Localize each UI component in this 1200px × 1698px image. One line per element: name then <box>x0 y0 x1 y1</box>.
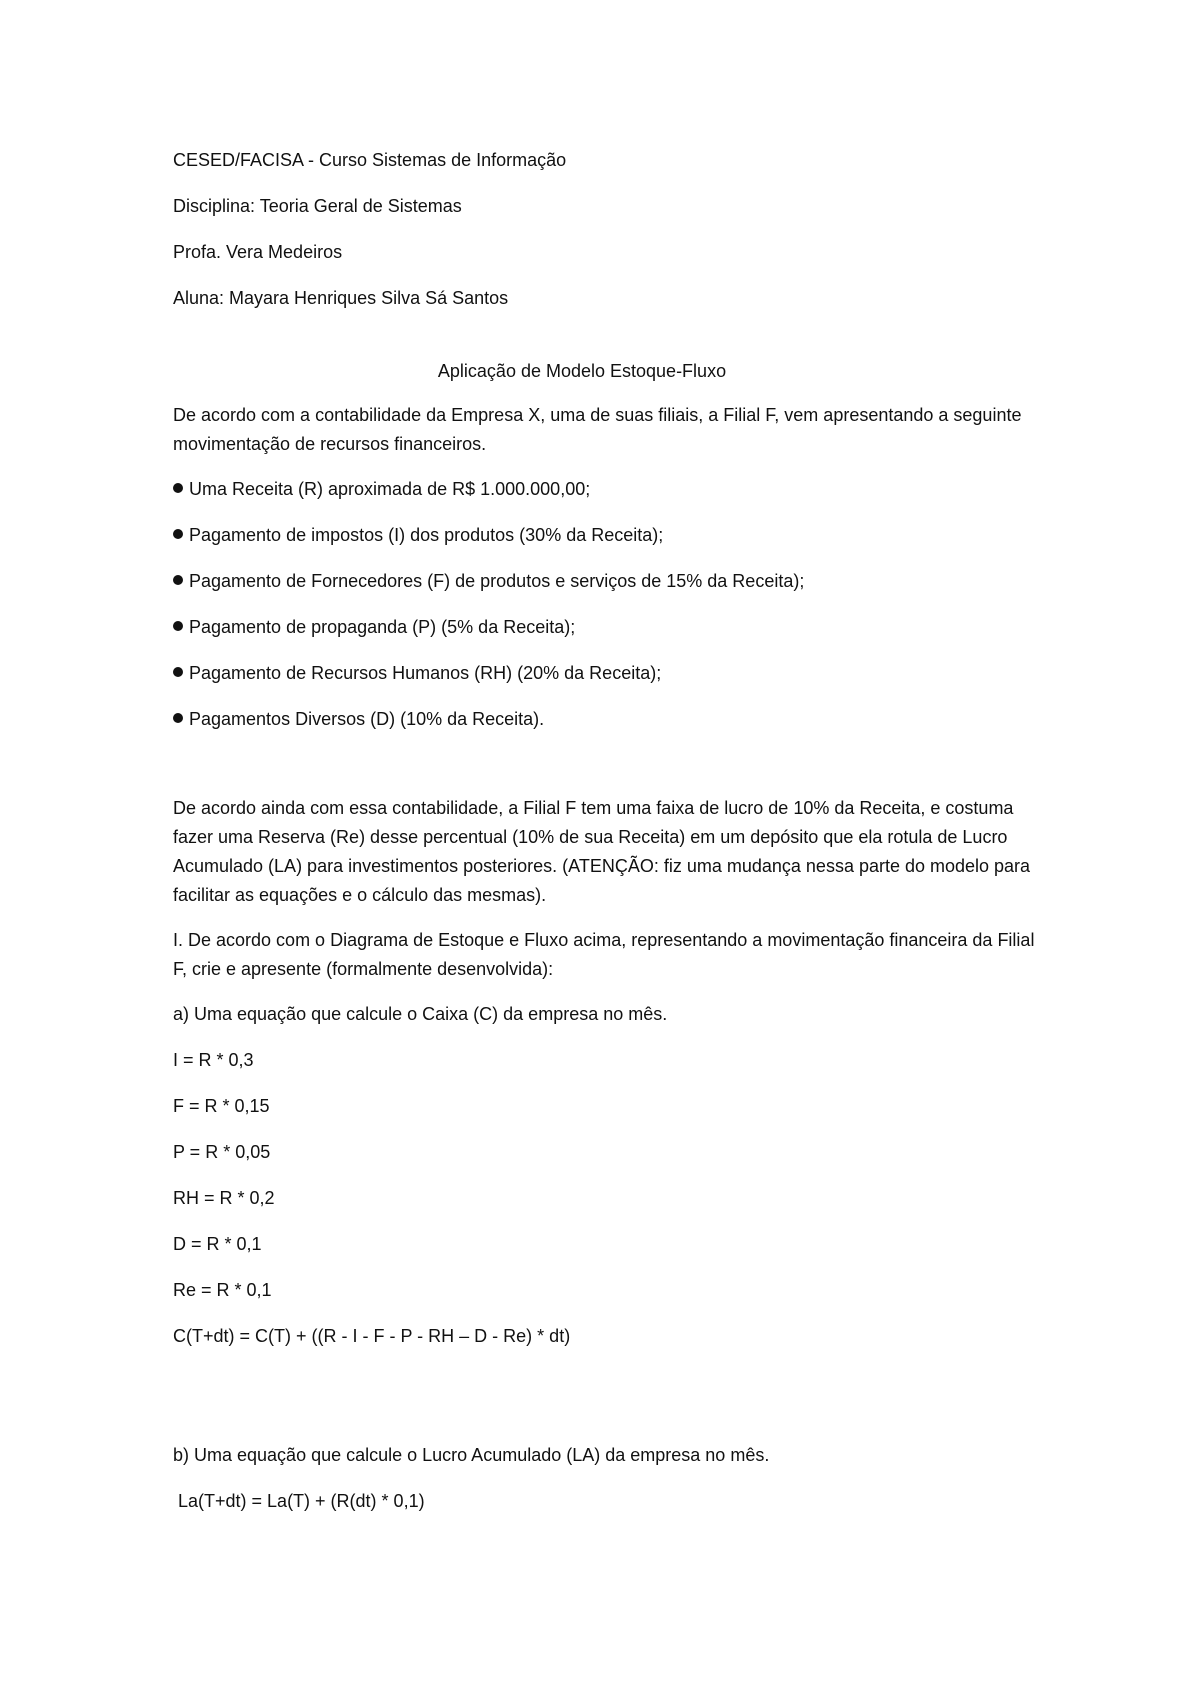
profit-paragraph: De acordo ainda com essa contabilidade, a Filial F tem uma faixa de lucro de 10% da Receita, e costuma fazer uma Reserva (Re) desse percentual (10% de sua Receita) em um depósito que ela rotula de Lucro Acumulado (LA) para investimentos posteriores. (ATENÇÃO: fiz uma mudança nessa parte do modelo para facilitar as equações e o cálculo das mesmas). <box>173 798 1031 905</box>
discipline-line: Disciplina: Teoria Geral de Sistemas <box>173 196 462 216</box>
intro-paragraph: De acordo com a contabilidade da Empresa X, uma de suas filiais, a Filial F, vem apresentando a seguinte movimentação de recursos financeiros. <box>173 405 1022 454</box>
student-line: Aluna: Mayara Henriques Silva Sá Santos <box>173 288 509 308</box>
bullet-icon <box>173 575 183 585</box>
equation-line: Re = R * 0,1 <box>173 1280 272 1300</box>
document-title: Aplicação de Modelo Estoque-Fluxo <box>437 361 727 381</box>
bullet-text: Uma Receita (R) aproximada de R$ 1.000.000,00; <box>189 479 591 499</box>
item-a-label: a) Uma equação que calcule o Caixa (C) da empresa no mês. <box>173 1004 668 1024</box>
spacer <box>173 313 1053 357</box>
bullet-text: Pagamentos Diversos (D) (10% da Receita). <box>189 709 545 729</box>
item-b-label: b) Uma equação que calcule o Lucro Acumulado (LA) da empresa no mês. <box>173 1445 770 1465</box>
spacer <box>173 1368 1053 1441</box>
equation-line: RH = R * 0,2 <box>173 1188 275 1208</box>
profit-equation: La(T+dt) = La(T) + (R(dt) * 0,1) <box>178 1491 425 1511</box>
bullet-text: Pagamento de impostos (I) dos produtos (30% da Receita); <box>189 525 664 545</box>
question-paragraph: I. De acordo com o Diagrama de Estoque e Fluxo acima, representando a movimentação financeira da Filial F, crie e apresente (formalmente desenvolvida): <box>173 930 1035 979</box>
list-item <box>173 613 1053 642</box>
list-item <box>173 475 1053 504</box>
bullet-text: Pagamento de Recursos Humanos (RH) (20% da Receita); <box>189 663 662 683</box>
bullet-icon <box>173 483 183 493</box>
list-item <box>173 659 1053 688</box>
equation-line: I = R * 0,3 <box>173 1050 254 1070</box>
bullet-icon <box>173 621 183 631</box>
spacer <box>173 751 1053 794</box>
equation-line: P = R * 0,05 <box>173 1142 271 1162</box>
document-body <box>173 146 1053 1533</box>
list-item <box>173 567 1053 596</box>
institution-line: CESED/FACISA - Curso Sistemas de Informação <box>173 150 567 170</box>
bullet-icon <box>173 529 183 539</box>
bullet-text: Pagamento de Fornecedores (F) de produtos e serviços de 15% da Receita); <box>189 571 805 591</box>
bullet-list <box>173 475 1053 734</box>
bullet-icon <box>173 713 183 723</box>
bullet-text: Pagamento de propaganda (P) (5% da Receita); <box>189 617 576 637</box>
equation-list <box>173 1046 1053 1351</box>
list-item <box>173 705 1053 734</box>
equation-line: F = R * 0,15 <box>173 1096 270 1116</box>
cash-equation: C(T+dt) = C(T) + ((R - I - F - P - RH – D - Re) * dt) <box>173 1326 571 1346</box>
professor-line: Profa. Vera Medeiros <box>173 242 343 262</box>
equation-line: D = R * 0,1 <box>173 1234 262 1254</box>
list-item <box>173 521 1053 550</box>
bullet-icon <box>173 667 183 677</box>
